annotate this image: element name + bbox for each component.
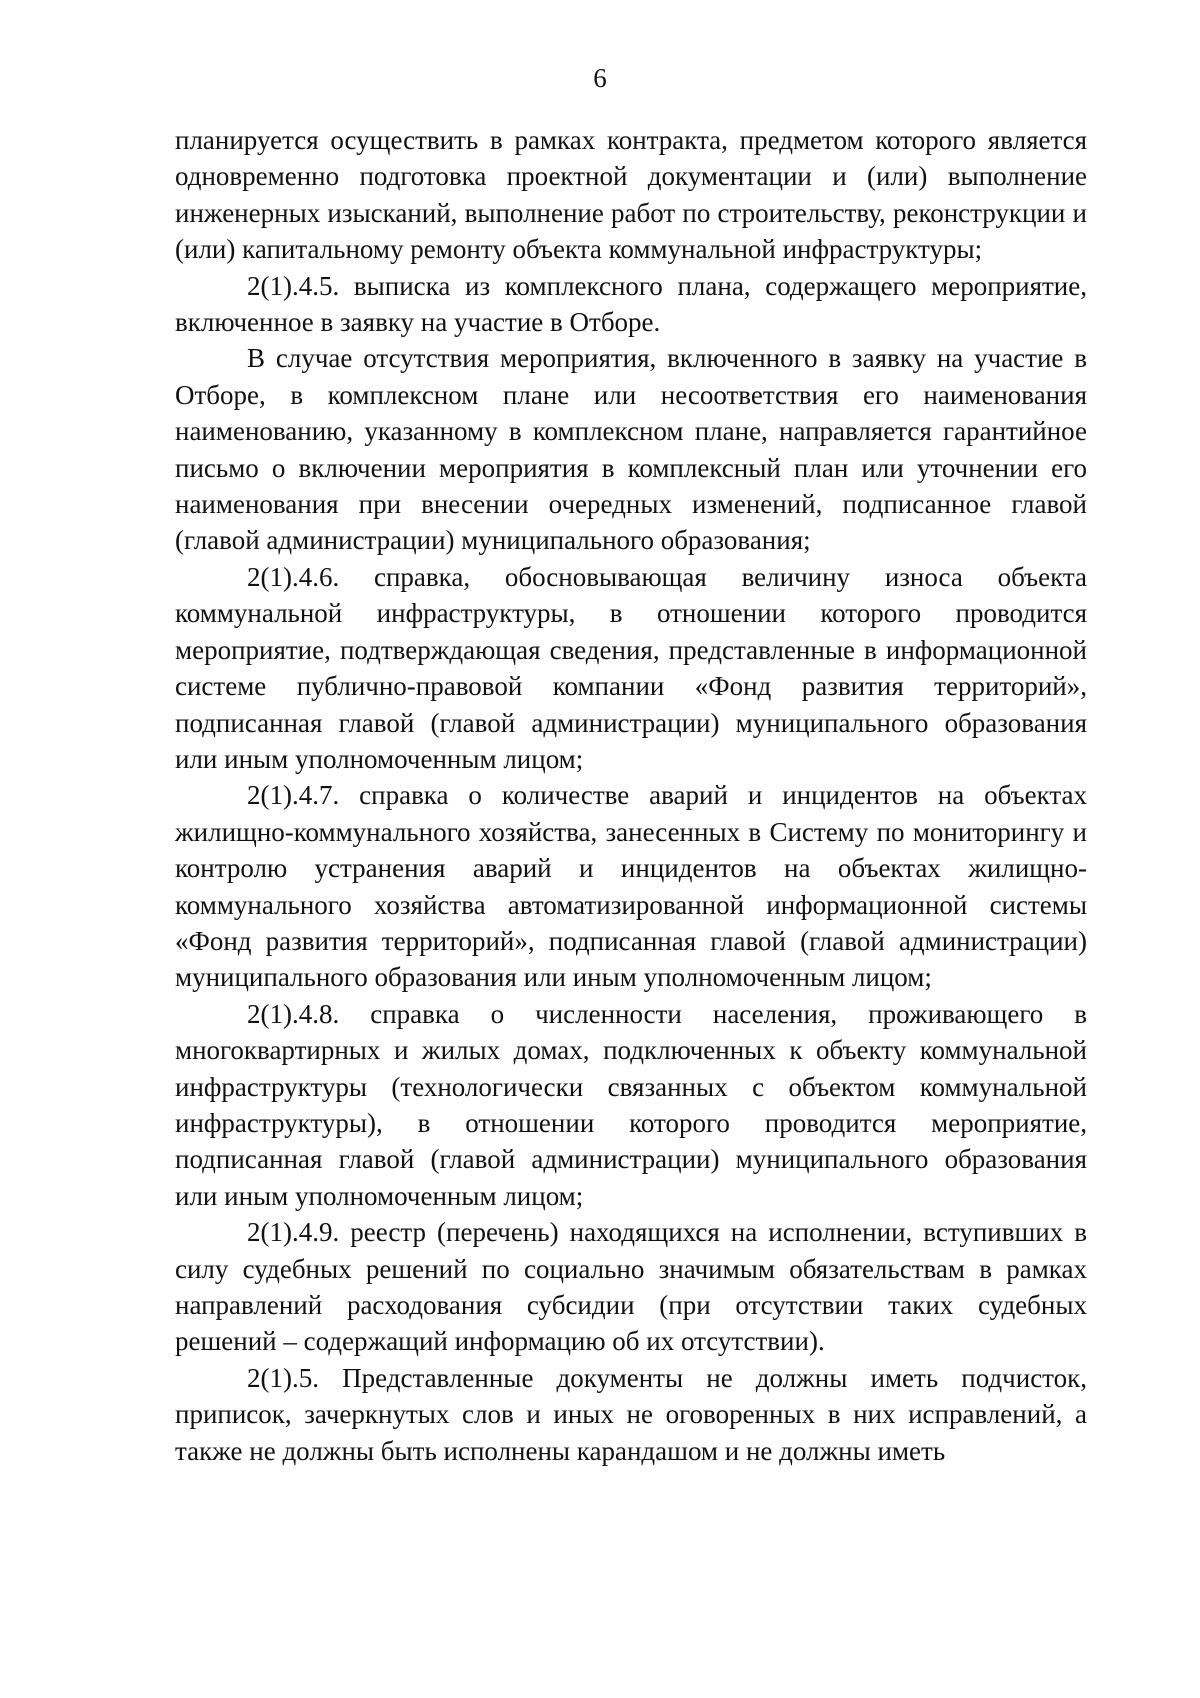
paragraph-continuation: планируется осуществить в рамках контракта, предметом которого является одновременно подготовка проектной документации и (или) выполнение инженерных изысканий, выполнение работ по строительству, реконструкции и (или) капитальному ремонту объекта коммунальной инфраструктуры; — [175, 125, 1087, 265]
paragraph-2-1-4-7: 2(1).4.7. справка о количестве аварий и инцидентов на объектах жилищно-коммунального хозяйства, занесенных в Систему по мониторингу и контролю устранения аварий и инцидентов на объектах жилищно-коммунального хозяйства автоматизированной информационной системы «Фонд развития территорий», подписанная главой (главой администрации) муниципального образования или иным уполномоченным лицом; — [175, 780, 1087, 993]
page-number: 6 — [593, 63, 607, 93]
document-body — [175, 122, 1087, 1469]
paragraph-2-1-5: 2(1).5. Представленные документы не должны иметь подчисток, приписок, зачеркнутых слов и иных не оговоренных в них исправлений, а также не должны быть исполнены карандашом и не должны иметь — [175, 1362, 1087, 1466]
paragraph-2-1-4-6: 2(1).4.6. справка, обосновывающая величину износа объекта коммунальной инфраструктуры, в отношении которого проводится мероприятие, подтверждающая сведения, представленные в информационной системе публично-правовой компании «Фонд развития территорий», подписанная главой (главой администрации) муниципального образования или иным уполномоченным лицом; — [175, 561, 1087, 774]
paragraph-2-1-4-5: 2(1).4.5. выписка из комплексного плана, содержащего мероприятие, включенное в заявку на участие в Отборе. — [175, 270, 1087, 338]
paragraph-2-1-4-8: 2(1).4.8. справка о численности населения, проживающего в многоквартирных и жилых домах, подключенных к объекту коммунальной инфраструктуры (технологически связанных с объектом коммунальной инфраструктуры), в отношении которого проводится мероприятие, подписанная главой (главой администрации) муниципального образования или иным уполномоченным лицом; — [175, 998, 1087, 1211]
paragraph-2-1-4-9: 2(1).4.9. реестр (перечень) находящихся на исполнении, вступивших в силу судебных решений по социально значимым обязательствам в рамках направлений расходования субсидии (при отсутствии таких судебных решений – содержащий информацию об их отсутствии). — [175, 1217, 1087, 1357]
paragraph-guarantee-letter: В случае отсутствия мероприятия, включенного в заявку на участие в Отборе, в комплексном плане или несоответствия его наименования наименованию, указанному в комплексном плане, направляется гарантийное письмо о включении мероприятия в комплексный план или уточнении его наименования при внесении очередных изменений, подписанное главой (главой администрации) муниципального образования; — [175, 343, 1087, 556]
